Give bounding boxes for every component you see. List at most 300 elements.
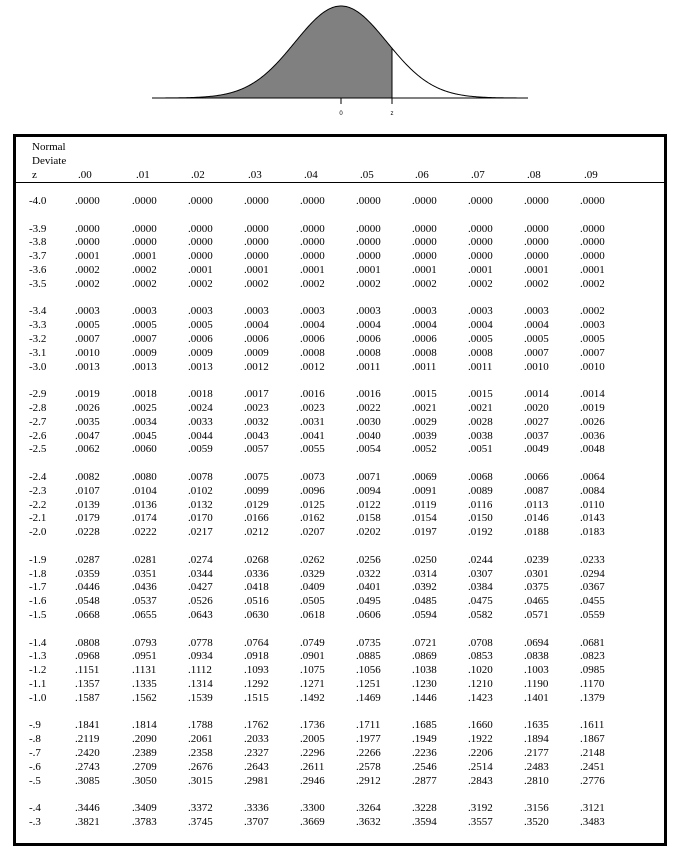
column-header: .07 xyxy=(471,169,485,181)
probability-cell: .0228 xyxy=(75,526,100,539)
probability-cell: .0166 xyxy=(244,512,269,525)
probability-cell: .0080 xyxy=(132,471,157,483)
z-value: -.7 xyxy=(29,747,41,759)
probability-cell: .0054 xyxy=(356,443,381,456)
probability-cell: .0000 xyxy=(580,195,605,207)
probability-cell: .0436 xyxy=(132,581,157,594)
probability-cell: .0359 xyxy=(75,567,100,580)
probability-cell: .0002 xyxy=(75,277,100,290)
probability-cell: .3121 xyxy=(580,802,605,815)
probability-cell: .2676 xyxy=(188,760,213,773)
z-value: -2.3 xyxy=(29,484,47,497)
probability-cell: .0322 xyxy=(356,567,381,580)
probability-cell: .3632 xyxy=(356,816,381,828)
probability-cell: .0041 xyxy=(300,429,325,442)
probability-cell: .0003 xyxy=(244,305,269,318)
probability-cell: .0006 xyxy=(188,333,213,345)
probability-cell: .0618 xyxy=(300,609,325,621)
probability-cell: .0078 xyxy=(188,471,213,483)
probability-cell: .2177 xyxy=(524,747,549,759)
probability-cell: .3228 xyxy=(412,802,437,815)
probability-cell: .1922 xyxy=(468,733,493,746)
probability-cell: .2776 xyxy=(580,774,605,787)
probability-cell: .0222 xyxy=(132,526,157,539)
probability-cell: .0418 xyxy=(244,581,269,594)
probability-cell: .0000 xyxy=(300,250,325,263)
z-value: -.6 xyxy=(29,760,41,773)
probability-cell: .1075 xyxy=(300,664,325,677)
probability-cell: .0096 xyxy=(300,484,325,497)
probability-cell: .1190 xyxy=(524,678,549,690)
probability-cell: .3050 xyxy=(132,774,157,787)
header-z: z xyxy=(32,169,37,181)
probability-cell: .2389 xyxy=(132,747,157,759)
probability-cell: .3156 xyxy=(524,802,549,815)
probability-cell: .0764 xyxy=(244,636,269,649)
probability-cell: .0158 xyxy=(356,512,381,525)
probability-cell: .2061 xyxy=(188,733,213,746)
probability-cell: .1736 xyxy=(300,719,325,732)
probability-cell: .0005 xyxy=(468,333,493,345)
probability-cell: .0006 xyxy=(356,333,381,345)
probability-cell: .0250 xyxy=(412,553,437,566)
probability-cell: .0643 xyxy=(188,609,213,621)
probability-cell: .3821 xyxy=(75,816,100,828)
z-value: -1.2 xyxy=(29,664,47,677)
probability-cell: .0008 xyxy=(468,346,493,359)
probability-cell: .0000 xyxy=(300,222,325,235)
probability-cell: .2483 xyxy=(524,760,549,773)
probability-cell: .0708 xyxy=(468,636,493,649)
probability-cell: .1003 xyxy=(524,664,549,677)
probability-cell: .1038 xyxy=(412,664,437,677)
probability-cell: .0008 xyxy=(412,346,437,359)
probability-cell: .0005 xyxy=(524,333,549,345)
probability-cell: .0089 xyxy=(468,484,493,497)
probability-cell: .0021 xyxy=(468,402,493,414)
probability-cell: .0000 xyxy=(524,250,549,263)
probability-cell: .0023 xyxy=(300,402,325,414)
z-value: -3.3 xyxy=(29,319,47,332)
shaded-area-left-of-z xyxy=(152,6,392,98)
probability-cell: .0073 xyxy=(300,471,325,483)
probability-cell: .0032 xyxy=(244,415,269,428)
z-value: -3.1 xyxy=(29,346,47,359)
z-value: -3.4 xyxy=(29,305,47,318)
probability-cell: .0049 xyxy=(524,443,549,456)
probability-cell: .0367 xyxy=(580,581,605,594)
probability-cell: .2709 xyxy=(132,760,157,773)
probability-cell: .0010 xyxy=(580,360,605,373)
probability-cell: .0019 xyxy=(75,388,100,401)
probability-cell: .0793 xyxy=(132,636,157,649)
probability-cell: .0010 xyxy=(524,360,549,373)
probability-cell: .1469 xyxy=(356,691,381,704)
probability-cell: .0035 xyxy=(75,415,100,428)
probability-cell: .0102 xyxy=(188,484,213,497)
probability-cell: .0045 xyxy=(132,429,157,442)
probability-cell: .1515 xyxy=(244,691,269,704)
probability-cell: .0031 xyxy=(300,415,325,428)
probability-cell: .0006 xyxy=(244,333,269,345)
probability-cell: .0606 xyxy=(356,609,381,621)
z-value: -3.2 xyxy=(29,333,47,345)
probability-cell: .0294 xyxy=(580,567,605,580)
probability-cell: .0000 xyxy=(412,236,437,249)
z-value: -4.0 xyxy=(29,195,47,207)
probability-cell: .0068 xyxy=(468,471,493,483)
column-header: .04 xyxy=(304,169,318,181)
probability-cell: .0010 xyxy=(75,346,100,359)
probability-cell: .1170 xyxy=(580,678,605,690)
probability-cell: .1131 xyxy=(132,664,157,677)
probability-cell: .1230 xyxy=(412,678,437,690)
probability-cell: .0000 xyxy=(356,250,381,263)
probability-cell: .1271 xyxy=(300,678,325,690)
probability-cell: .0004 xyxy=(244,319,269,332)
probability-cell: .0150 xyxy=(468,512,493,525)
probability-cell: .0136 xyxy=(132,498,157,511)
probability-cell: .2578 xyxy=(356,760,381,773)
probability-cell: .0004 xyxy=(300,319,325,332)
probability-cell: .0019 xyxy=(580,402,605,414)
probability-cell: .1814 xyxy=(132,719,157,732)
probability-cell: .0037 xyxy=(524,429,549,442)
probability-cell: .0000 xyxy=(188,222,213,235)
normal-curve-diagram xyxy=(0,0,678,130)
probability-cell: .0016 xyxy=(300,388,325,401)
probability-cell: .0885 xyxy=(356,650,381,663)
probability-cell: .1292 xyxy=(244,678,269,690)
probability-cell: .0003 xyxy=(356,305,381,318)
probability-cell: .1314 xyxy=(188,678,213,690)
probability-cell: .2611 xyxy=(300,760,325,773)
probability-cell: .0013 xyxy=(132,360,157,373)
probability-cell: .0197 xyxy=(412,526,437,539)
probability-cell: .3745 xyxy=(188,816,213,828)
probability-cell: .0002 xyxy=(524,277,549,290)
z-value: -1.8 xyxy=(29,567,47,580)
probability-cell: .0026 xyxy=(75,402,100,414)
probability-cell: .2148 xyxy=(580,747,605,759)
probability-cell: .1977 xyxy=(356,733,381,746)
probability-cell: .3336 xyxy=(244,802,269,815)
probability-cell: .0001 xyxy=(132,250,157,263)
probability-cell: .0143 xyxy=(580,512,605,525)
z-table xyxy=(13,134,667,846)
probability-cell: .0005 xyxy=(188,319,213,332)
probability-cell: .0002 xyxy=(244,277,269,290)
probability-cell: .0003 xyxy=(188,305,213,318)
probability-cell: .2643 xyxy=(244,760,269,773)
probability-cell: .0869 xyxy=(412,650,437,663)
probability-cell: .1379 xyxy=(580,691,605,704)
probability-cell: .2296 xyxy=(300,747,325,759)
z-value: -2.8 xyxy=(29,402,47,414)
probability-cell: .0000 xyxy=(300,236,325,249)
probability-cell: .0075 xyxy=(244,471,269,483)
probability-cell: .0853 xyxy=(468,650,493,663)
z-value: -1.5 xyxy=(29,609,47,621)
probability-cell: .0749 xyxy=(300,636,325,649)
probability-cell: .0000 xyxy=(132,222,157,235)
probability-cell: .3446 xyxy=(75,802,100,815)
z-value: -3.6 xyxy=(29,264,47,276)
probability-cell: .1685 xyxy=(412,719,437,732)
probability-cell: .3483 xyxy=(580,816,605,828)
probability-cell: .2119 xyxy=(75,733,100,746)
probability-cell: .1635 xyxy=(524,719,549,732)
probability-cell: .0336 xyxy=(244,567,269,580)
probability-cell: .0014 xyxy=(524,388,549,401)
probability-cell: .0043 xyxy=(244,429,269,442)
probability-cell: .0000 xyxy=(468,250,493,263)
probability-cell: .1056 xyxy=(356,664,381,677)
probability-cell: .0057 xyxy=(244,443,269,456)
probability-cell: .0594 xyxy=(412,609,437,621)
probability-cell: .2358 xyxy=(188,747,213,759)
probability-cell: .0000 xyxy=(580,250,605,263)
probability-cell: .0001 xyxy=(356,264,381,276)
probability-cell: .1446 xyxy=(412,691,437,704)
probability-cell: .0007 xyxy=(580,346,605,359)
probability-cell: .0244 xyxy=(468,553,493,566)
probability-cell: .0015 xyxy=(468,388,493,401)
probability-cell: .0000 xyxy=(468,195,493,207)
probability-cell: .0069 xyxy=(412,471,437,483)
z-value: -1.1 xyxy=(29,678,47,690)
probability-cell: .0007 xyxy=(132,333,157,345)
probability-cell: .0014 xyxy=(580,388,605,401)
probability-cell: .0329 xyxy=(300,567,325,580)
probability-cell: .0001 xyxy=(524,264,549,276)
z-value: -2.9 xyxy=(29,388,47,401)
probability-cell: .0017 xyxy=(244,388,269,401)
probability-cell: .3300 xyxy=(300,802,325,815)
probability-cell: .0048 xyxy=(580,443,605,456)
probability-cell: .0559 xyxy=(580,609,605,621)
probability-cell: .0239 xyxy=(524,553,549,566)
probability-cell: .0170 xyxy=(188,512,213,525)
probability-cell: .0001 xyxy=(580,264,605,276)
probability-cell: .2810 xyxy=(524,774,549,787)
probability-cell: .2236 xyxy=(412,747,437,759)
probability-cell: .0087 xyxy=(524,484,549,497)
column-header: .02 xyxy=(191,169,205,181)
probability-cell: .0122 xyxy=(356,498,381,511)
probability-cell: .0002 xyxy=(132,277,157,290)
probability-cell: .0000 xyxy=(75,195,100,207)
probability-cell: .0475 xyxy=(468,595,493,608)
probability-cell: .0009 xyxy=(244,346,269,359)
probability-cell: .0009 xyxy=(132,346,157,359)
probability-cell: .0000 xyxy=(356,222,381,235)
probability-cell: .1762 xyxy=(244,719,269,732)
probability-cell: .0778 xyxy=(188,636,213,649)
probability-cell: .1093 xyxy=(244,664,269,677)
probability-cell: .0537 xyxy=(132,595,157,608)
probability-cell: .0016 xyxy=(356,388,381,401)
probability-cell: .0002 xyxy=(132,264,157,276)
probability-cell: .0001 xyxy=(75,250,100,263)
probability-cell: .0183 xyxy=(580,526,605,539)
probability-cell: .0516 xyxy=(244,595,269,608)
probability-cell: .0001 xyxy=(412,264,437,276)
probability-cell: .0000 xyxy=(468,222,493,235)
probability-cell: .0217 xyxy=(188,526,213,539)
probability-cell: .0548 xyxy=(75,595,100,608)
probability-cell: .0000 xyxy=(188,250,213,263)
probability-cell: .2912 xyxy=(356,774,381,787)
probability-cell: .0000 xyxy=(75,222,100,235)
probability-cell: .0262 xyxy=(300,553,325,566)
probability-cell: .0015 xyxy=(412,388,437,401)
probability-cell: .0344 xyxy=(188,567,213,580)
probability-cell: .0029 xyxy=(412,415,437,428)
probability-cell: .0000 xyxy=(412,195,437,207)
probability-cell: .2546 xyxy=(412,760,437,773)
probability-cell: .0107 xyxy=(75,484,100,497)
probability-cell: .0207 xyxy=(300,526,325,539)
probability-cell: .0021 xyxy=(412,402,437,414)
probability-cell: .0256 xyxy=(356,553,381,566)
probability-cell: .0934 xyxy=(188,650,213,663)
probability-cell: .0006 xyxy=(412,333,437,345)
probability-cell: .2743 xyxy=(75,760,100,773)
z-value: -1.3 xyxy=(29,650,47,663)
probability-cell: .0030 xyxy=(356,415,381,428)
probability-cell: .0000 xyxy=(524,236,549,249)
probability-cell: .0022 xyxy=(356,402,381,414)
probability-cell: .0002 xyxy=(356,277,381,290)
probability-cell: .0808 xyxy=(75,636,100,649)
probability-cell: .0838 xyxy=(524,650,549,663)
probability-cell: .0002 xyxy=(580,277,605,290)
probability-cell: .0000 xyxy=(188,195,213,207)
probability-cell: .1949 xyxy=(412,733,437,746)
probability-cell: .1867 xyxy=(580,733,605,746)
probability-cell: .0008 xyxy=(356,346,381,359)
probability-cell: .0006 xyxy=(300,333,325,345)
probability-cell: .2451 xyxy=(580,760,605,773)
probability-cell: .1788 xyxy=(188,719,213,732)
probability-cell: .2946 xyxy=(300,774,325,787)
probability-cell: .0024 xyxy=(188,402,213,414)
probability-cell: .1711 xyxy=(356,719,381,732)
probability-cell: .0052 xyxy=(412,443,437,456)
z-value: -3.7 xyxy=(29,250,47,263)
column-header: .08 xyxy=(527,169,541,181)
probability-cell: .0018 xyxy=(188,388,213,401)
probability-cell: .0968 xyxy=(75,650,100,663)
probability-cell: .0051 xyxy=(468,443,493,456)
probability-cell: .2033 xyxy=(244,733,269,746)
z-value: -2.5 xyxy=(29,443,47,456)
z-value: -1.6 xyxy=(29,595,47,608)
probability-cell: .0036 xyxy=(580,429,605,442)
probability-cell: .0000 xyxy=(188,236,213,249)
probability-cell: .0023 xyxy=(244,402,269,414)
probability-cell: .0011 xyxy=(468,360,493,373)
probability-cell: .2514 xyxy=(468,760,493,773)
z-value: -2.7 xyxy=(29,415,47,428)
z-value: -2.6 xyxy=(29,429,47,442)
header-deviate: Deviate xyxy=(32,155,67,167)
probability-cell: .0033 xyxy=(188,415,213,428)
probability-cell: .0314 xyxy=(412,567,437,580)
probability-cell: .0287 xyxy=(75,553,100,566)
probability-cell: .0655 xyxy=(132,609,157,621)
probability-cell: .0000 xyxy=(75,236,100,249)
probability-cell: .1020 xyxy=(468,664,493,677)
probability-cell: .3372 xyxy=(188,802,213,815)
probability-cell: .0446 xyxy=(75,581,100,594)
probability-cell: .0132 xyxy=(188,498,213,511)
probability-cell: .0526 xyxy=(188,595,213,608)
probability-cell: .0012 xyxy=(244,360,269,373)
probability-cell: .1112 xyxy=(188,664,212,677)
probability-cell: .0384 xyxy=(468,581,493,594)
probability-cell: .0003 xyxy=(75,305,100,318)
probability-cell: .0000 xyxy=(412,222,437,235)
probability-cell: .0000 xyxy=(524,195,549,207)
probability-cell: .0004 xyxy=(412,319,437,332)
probability-cell: .0003 xyxy=(580,319,605,332)
probability-cell: .0392 xyxy=(412,581,437,594)
probability-cell: .0064 xyxy=(580,471,605,483)
probability-cell: .0001 xyxy=(468,264,493,276)
probability-cell: .0013 xyxy=(188,360,213,373)
probability-cell: .1151 xyxy=(75,664,100,677)
probability-cell: .0008 xyxy=(300,346,325,359)
probability-cell: .2981 xyxy=(244,774,269,787)
probability-cell: .0179 xyxy=(75,512,100,525)
probability-cell: .0038 xyxy=(468,429,493,442)
probability-cell: .0427 xyxy=(188,581,213,594)
probability-cell: .0301 xyxy=(524,567,549,580)
probability-cell: .0000 xyxy=(300,195,325,207)
probability-cell: .1660 xyxy=(468,719,493,732)
probability-cell: .0005 xyxy=(580,333,605,345)
probability-cell: .0000 xyxy=(412,250,437,263)
probability-cell: .0110 xyxy=(580,498,605,511)
probability-cell: .0681 xyxy=(580,636,605,649)
probability-cell: .3264 xyxy=(356,802,381,815)
probability-cell: .3669 xyxy=(300,816,325,828)
probability-cell: .0004 xyxy=(524,319,549,332)
probability-cell: .1587 xyxy=(75,691,100,704)
probability-cell: .0002 xyxy=(75,264,100,276)
probability-cell: .0084 xyxy=(580,484,605,497)
probability-cell: .0025 xyxy=(132,402,157,414)
probability-cell: .0007 xyxy=(75,333,100,345)
probability-cell: .0192 xyxy=(468,526,493,539)
probability-cell: .0116 xyxy=(468,498,493,511)
z-value: -1.7 xyxy=(29,581,47,594)
probability-cell: .2420 xyxy=(75,747,100,759)
probability-cell: .0000 xyxy=(356,236,381,249)
probability-cell: .0020 xyxy=(524,402,549,414)
z-label: z xyxy=(390,111,394,117)
probability-cell: .2327 xyxy=(244,747,269,759)
probability-cell: .1401 xyxy=(524,691,549,704)
probability-cell: .0047 xyxy=(75,429,100,442)
z-value: -1.4 xyxy=(29,636,47,649)
probability-cell: .0274 xyxy=(188,553,213,566)
probability-cell: .0202 xyxy=(356,526,381,539)
probability-cell: .0401 xyxy=(356,581,381,594)
header-normal: Normal xyxy=(32,141,66,153)
